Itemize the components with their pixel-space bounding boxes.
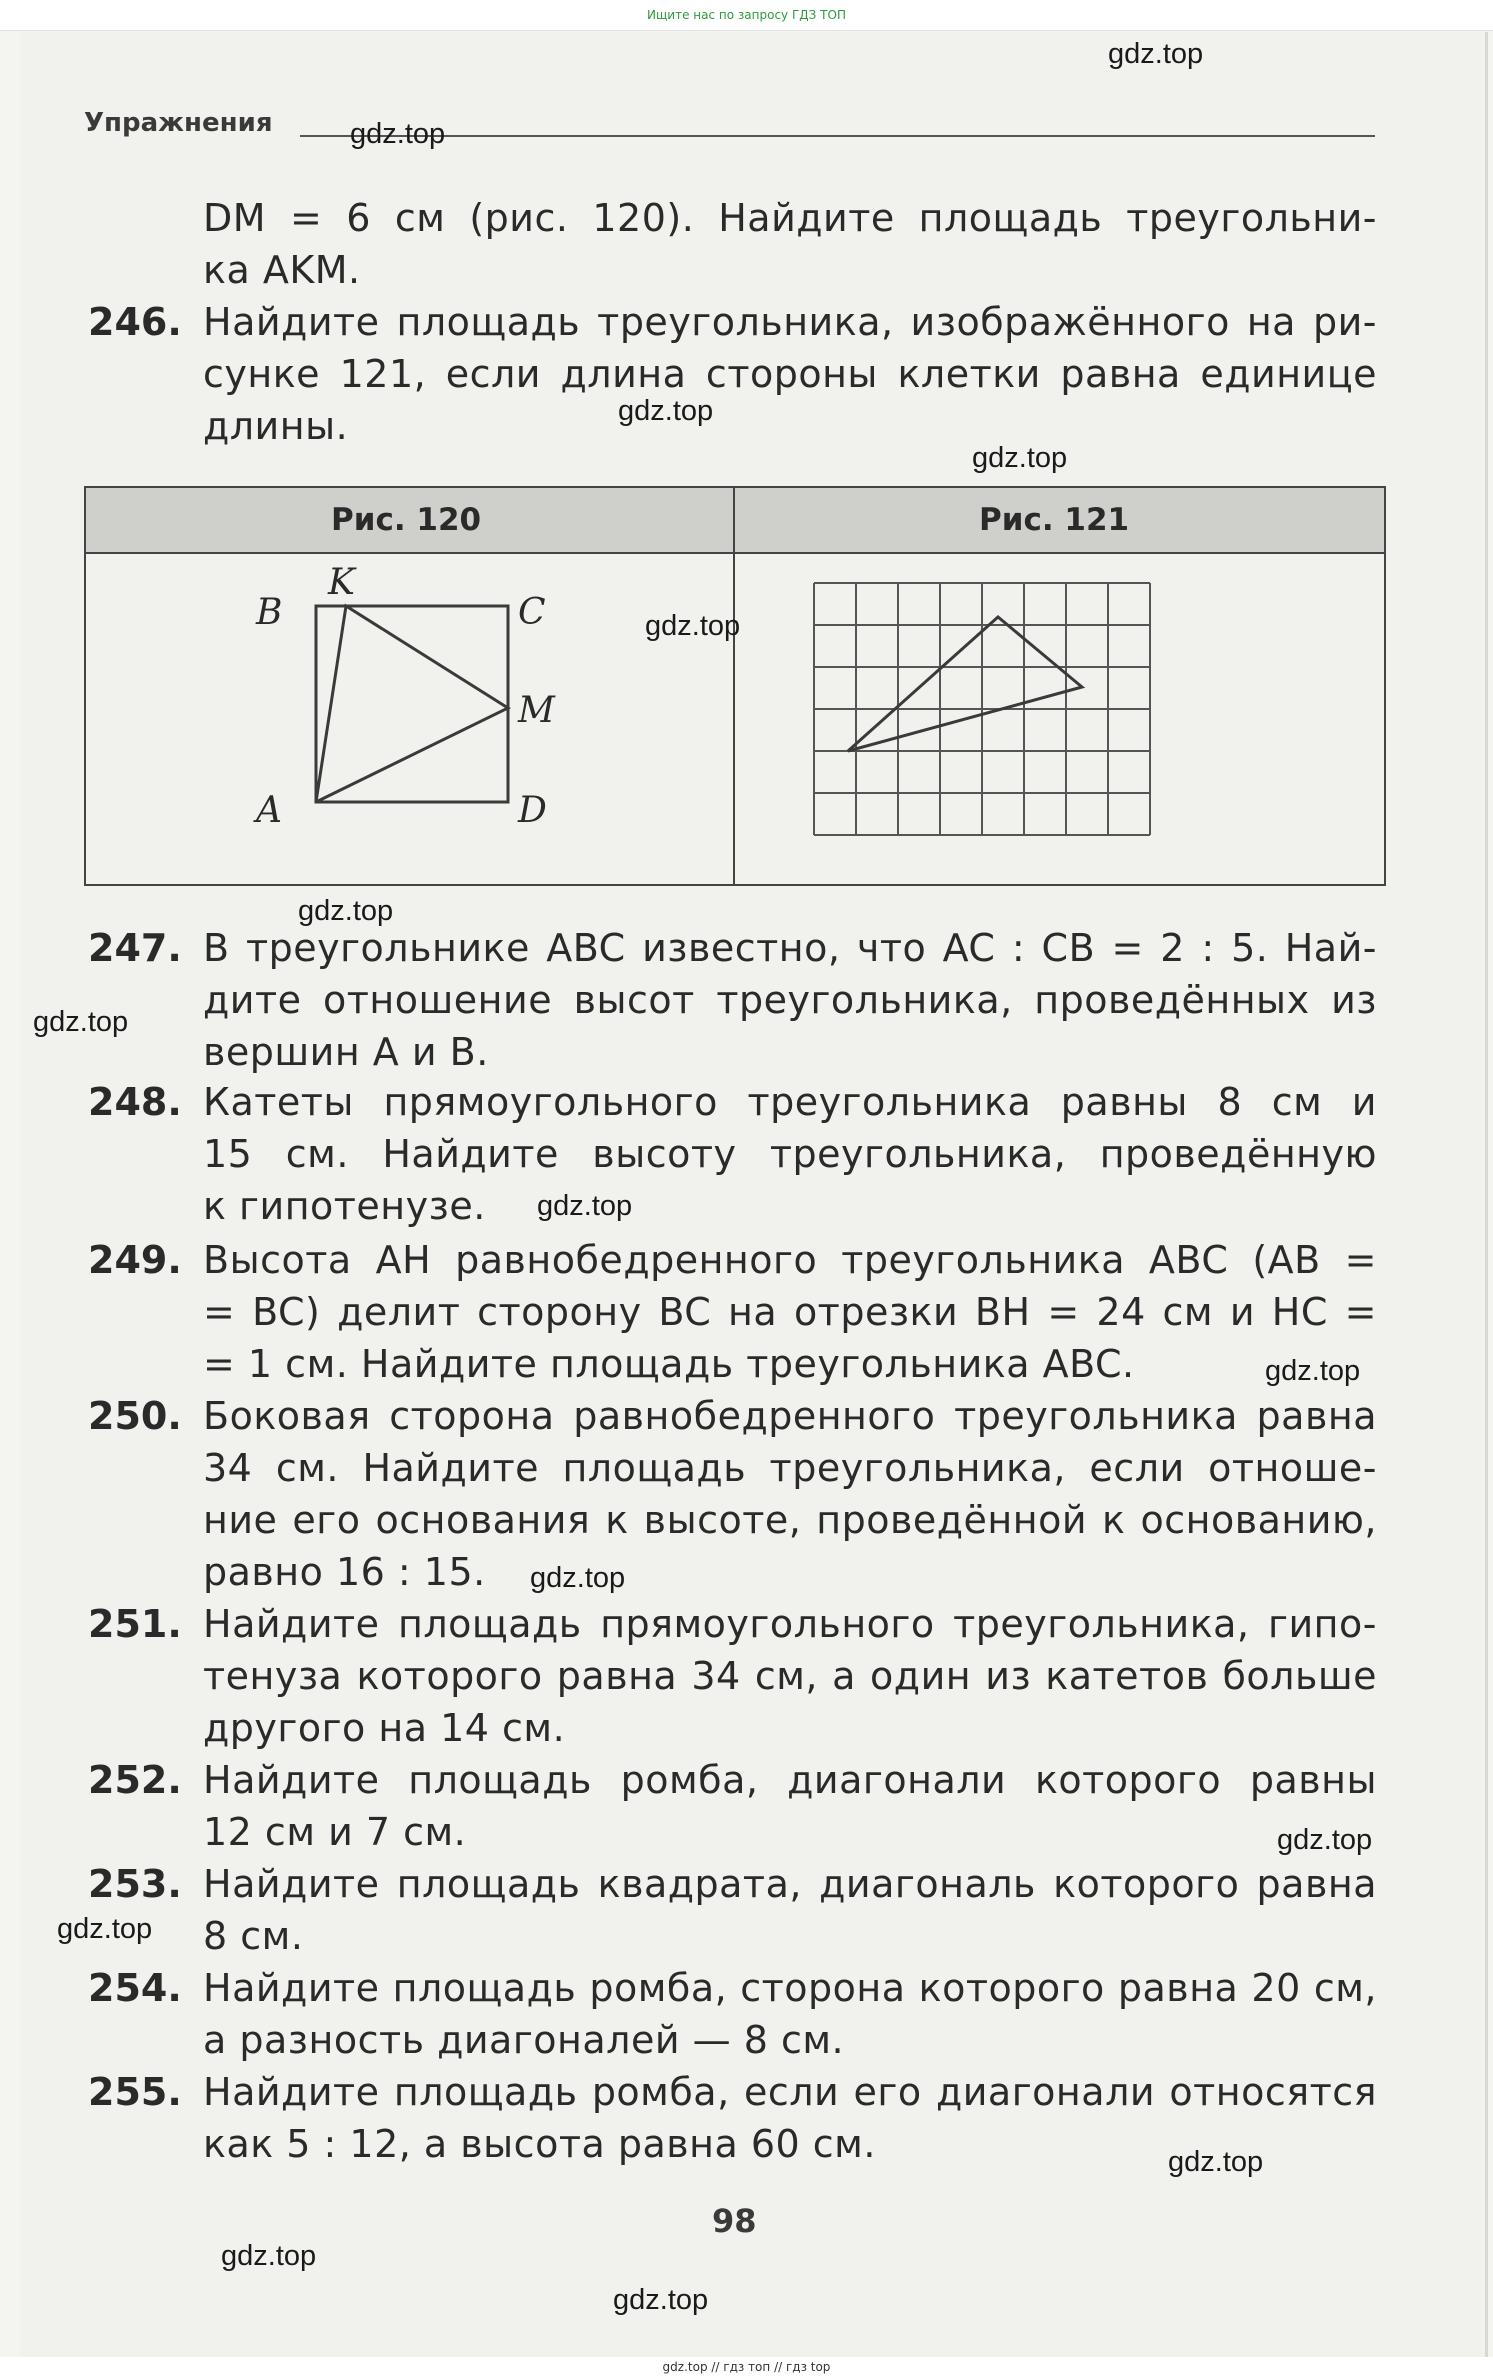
text-line: длины. (203, 404, 349, 448)
text-line: Найдите площадь ромба, если его диагонали относятся (203, 2070, 1377, 2114)
label-d: D (518, 790, 547, 831)
label-k: K (328, 562, 355, 603)
problem-number: 252. (88, 1758, 182, 1802)
problem-number: 247. (88, 926, 182, 970)
watermark: gdz.top (613, 2284, 709, 2316)
watermark: gdz.top (298, 895, 394, 927)
text-line: 8 см. (203, 1914, 304, 1958)
figures-header (86, 488, 1384, 554)
header-rule (300, 135, 1375, 137)
problem-number: 250. (88, 1394, 182, 1438)
text-line: = BC) делит сторону BC на отрезки BH = 24 см и HC = (203, 1290, 1377, 1334)
text-line: другого на 14 см. (203, 1706, 566, 1750)
figures-table (84, 486, 1386, 886)
figure-120 (86, 554, 732, 884)
top-banner-text[interactable]: Ищите нас по запросу ГДЗ ТОП (647, 8, 846, 22)
watermark: gdz.top (972, 442, 1068, 474)
text-line: ка AKM. (203, 248, 361, 292)
problem-number: 246. (88, 300, 182, 344)
grid (814, 583, 1150, 835)
watermark: gdz.top (537, 1190, 633, 1222)
label-c: C (518, 592, 546, 633)
section-header: Упражнения (84, 108, 273, 138)
watermark: gdz.top (1265, 1355, 1361, 1387)
problem-number: 251. (88, 1602, 182, 1646)
text-line: к гипотенузе. (203, 1184, 486, 1228)
text-line: Найдите площадь ромба, диагонали которого равны (203, 1758, 1377, 1802)
problem-number: 255. (88, 2070, 182, 2114)
label-m: M (518, 690, 555, 731)
page-number: 98 (712, 2202, 757, 2240)
top-banner (0, 0, 1493, 31)
text-line: 12 см и 7 см. (203, 1810, 467, 1854)
text-line: В треугольнике ABC известно, что AC : CB = 2 : 5. Най- (203, 926, 1377, 970)
text-line: DM = 6 см (рис. 120). Найдите площадь треугольни- (203, 196, 1377, 240)
watermark: gdz.top (221, 2240, 317, 2272)
label-a: A (256, 790, 282, 831)
text-line: как 5 : 12, а высота равна 60 см. (203, 2122, 876, 2166)
text-line: Найдите площадь ромба, сторона которого равна 20 см, (203, 1966, 1377, 2010)
text-line: Боковая сторона равнобедренного треугольника равна (203, 1394, 1377, 1438)
text-line: 15 см. Найдите высоту треугольника, проведённую (203, 1132, 1377, 1176)
text-line: = 1 см. Найдите площадь треугольника ABC. (203, 1342, 1135, 1386)
label-b: B (256, 592, 283, 633)
text-line: Катеты прямоугольного треугольника равны 8 см и (203, 1080, 1377, 1124)
watermark: gdz.top (350, 118, 446, 150)
bottom-banner-text[interactable]: gdz.top // гдз топ // гдз top (662, 2360, 831, 2374)
watermark: gdz.top (1277, 1824, 1373, 1856)
watermark: gdz.top (1168, 2146, 1264, 2178)
watermark: gdz.top (530, 1562, 626, 1594)
bottom-banner (0, 2357, 1493, 2378)
problem-number: 254. (88, 1966, 182, 2010)
text-line: дите отношение высот треугольника, проведённых из (203, 978, 1377, 1022)
text-line: тенуза которого равна 34 см, а один из катетов больше (203, 1654, 1377, 1698)
text-line: а разность диагоналей — 8 см. (203, 2018, 845, 2062)
problem-number: 253. (88, 1862, 182, 1906)
watermark: gdz.top (33, 1006, 129, 1038)
triangle (848, 617, 1082, 751)
triangle-akm (316, 606, 508, 802)
problem-number: 248. (88, 1080, 182, 1124)
watermark: gdz.top (618, 395, 714, 427)
text-line: Найдите площадь треугольника, изображённого на ри- (203, 300, 1377, 344)
figure-121 (735, 554, 1384, 884)
problem-number: 249. (88, 1238, 182, 1282)
text-line: Найдите площадь квадрата, диагональ которого равна (203, 1862, 1377, 1906)
text-line: Высота AH равнобедренного треугольника ABC (AB = (203, 1238, 1377, 1282)
text-line: 34 см. Найдите площадь треугольника, если отноше- (203, 1446, 1377, 1490)
fig120-title: Рис. 120 (331, 502, 482, 538)
watermark: gdz.top (57, 1913, 153, 1945)
watermark: gdz.top (645, 610, 741, 642)
text-line: ние его основания к высоте, проведённой к основанию, (203, 1498, 1377, 1542)
fig121-title: Рис. 121 (979, 502, 1130, 538)
text-line: Найдите площадь прямоугольного треугольника, гипо- (203, 1602, 1377, 1646)
text-line: сунке 121, если длина стороны клетки равна единице (203, 352, 1377, 396)
square-abcd (316, 606, 508, 802)
watermark: gdz.top (1108, 38, 1204, 70)
text-line: равно 16 : 15. (203, 1550, 486, 1594)
text-line: вершин A и B. (203, 1030, 489, 1074)
